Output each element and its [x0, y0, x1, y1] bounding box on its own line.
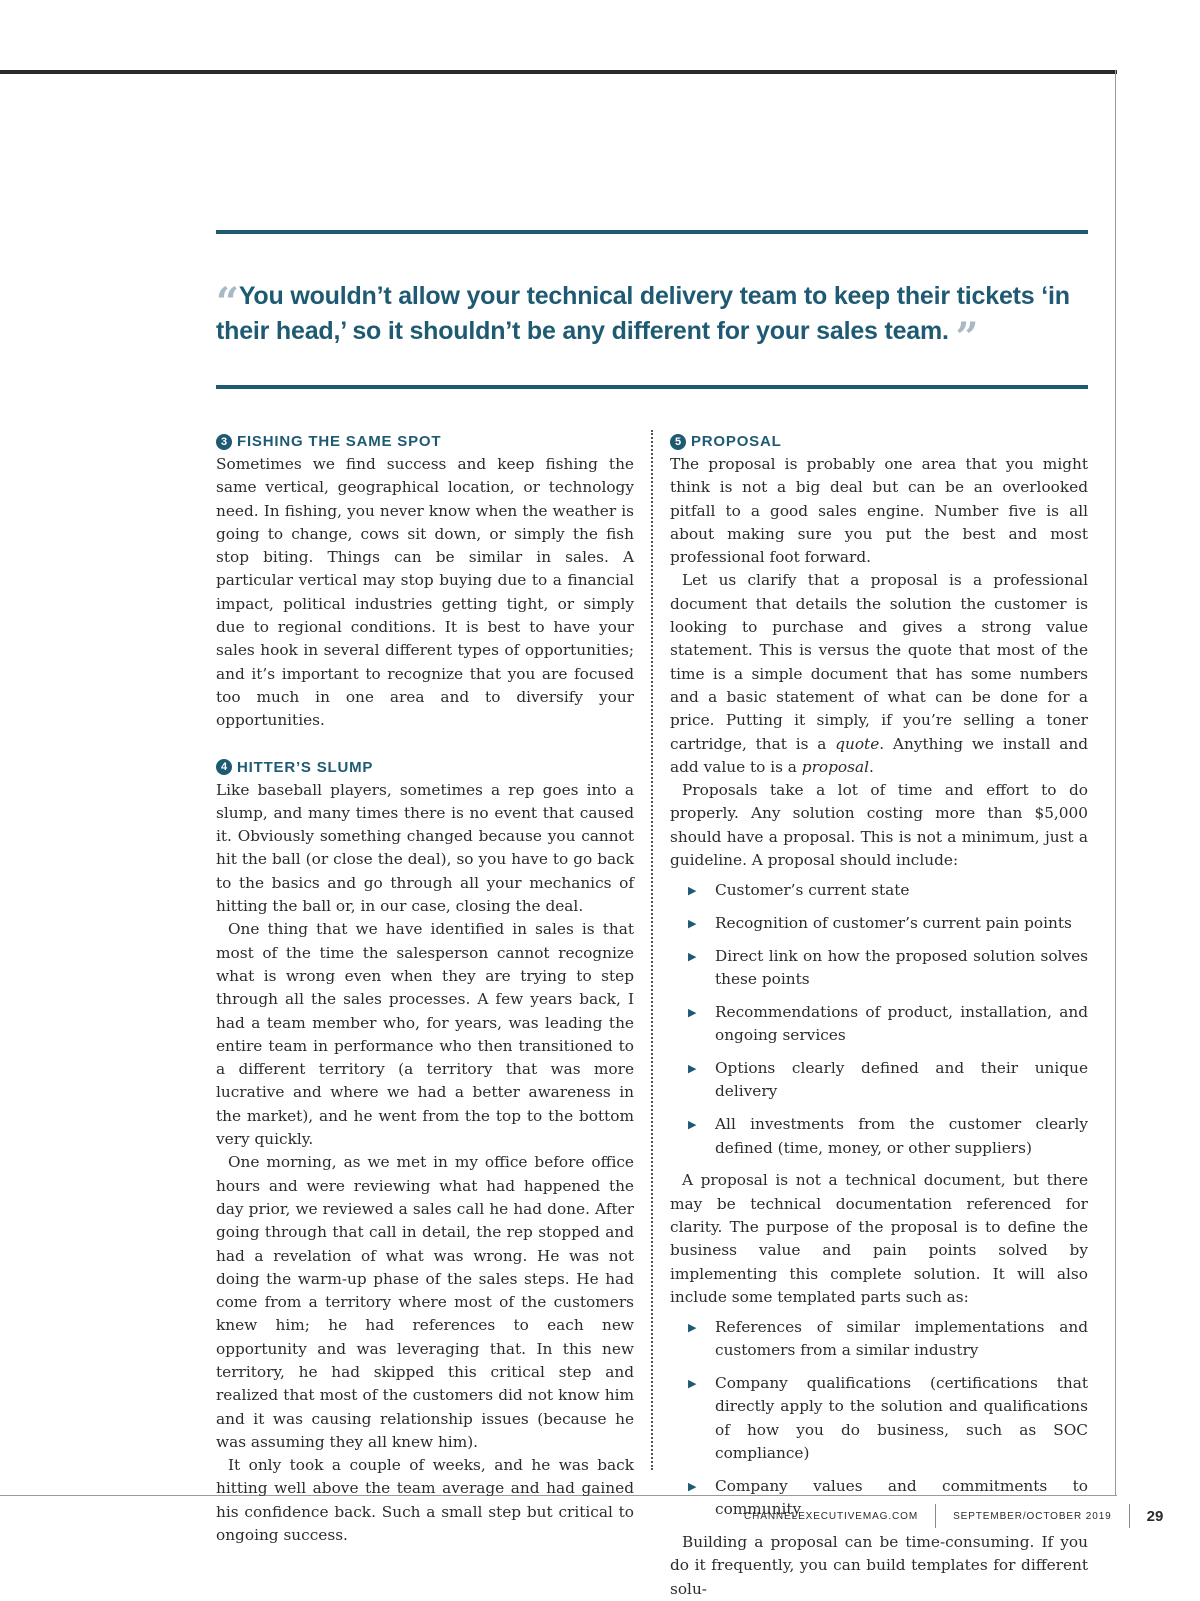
- list-item: ▶ Customer’s current state: [670, 879, 1088, 902]
- list-item: ▶ Company values and commitments to community: [688, 1476, 1088, 1519]
- footer-divider: [935, 1504, 936, 1528]
- pullquote-top-rule: [216, 230, 1088, 234]
- list-item: ▶ Recognition of customer’s current pain points: [670, 912, 1088, 935]
- section-heading-proposal: [670, 430, 1088, 453]
- open-quote-icon: “: [216, 279, 239, 326]
- paragraph: One morning, as we met in my office before office hours and were reviewing what had happened the day prior, we reviewed a sales call he had done. After going through that call in detail, the rep stopped and had a revelation of what was wrong. He was not doing the warm-up phase of the sales steps. He had come from a territory where most of the customers knew him; he had references to each new opportunity and was leveraging that. In this new territory, he had skipped this critical step and realized that most of the customers did not know him and it was causing relationship issues (because he was assuming they all knew him).: [216, 1153, 634, 1451]
- left-column: [216, 430, 634, 1547]
- triangle-bullet-icon: ▶: [688, 1321, 697, 1335]
- triangle-bullet-icon: ▶: [688, 1006, 697, 1020]
- footer-website: CHANNELEXECUTIVEMAG.COM: [744, 1510, 919, 1522]
- top-rule: [0, 70, 1117, 74]
- page-number: 29: [1146, 1507, 1164, 1525]
- footer-divider: [1129, 1504, 1130, 1528]
- right-margin-rule: [1115, 70, 1116, 1496]
- paragraph: Sometimes we find success and keep fishing the same vertical, geographical location, or technology need. In fishing, you never know when the weather is going to change, cows sit down, or simply the fish stop biting. Things can be similar in sales. A particular vertical may stop buying due to a financial impact, political industries getting tight, or simply due to regional conditions. It is best to have your sales hook in several different types of opportunities; and it’s important to recognize that you are focused too much in one area and to diversify your opportunities.: [216, 455, 634, 730]
- paragraph: Proposals take a lot of time and effort to do properly. Any solution costing more than $5,000 should have a proposal. This is not a minimum, just a guideline. A proposal should include:: [670, 781, 1088, 870]
- list-item: ▶ All investments from the customer clearly defined (time, money, or other suppliers): [688, 1115, 1088, 1157]
- section-heading-fishing: [216, 430, 634, 453]
- triangle-bullet-icon: ▶: [688, 949, 697, 963]
- emphasis-quote: quote: [835, 734, 880, 753]
- triangle-bullet-icon: ▶: [688, 1377, 697, 1391]
- pullquote-text: You wouldn’t allow your technical delivery team to keep their tickets ‘in their head,’ so it shouldn’t be any different for your sales team.: [216, 282, 1070, 345]
- paragraph: Building a proposal can be time-consuming. If you do it frequently, you can build templates for different solu-: [670, 1532, 1088, 1598]
- triangle-bullet-icon: ▶: [688, 917, 697, 931]
- list-item: ▶ References of similar implementations and customers from a similar industry: [688, 1318, 1088, 1360]
- section-heading-text: PROPOSAL: [691, 433, 782, 450]
- section-heading-text: HITTER’S SLUMP: [237, 758, 374, 776]
- section-number-badge: 4: [216, 759, 232, 775]
- footer-issue-date: SEPTEMBER/OCTOBER 2019: [953, 1510, 1112, 1522]
- list-item: ▶ Direct link on how the proposed solution solves these points: [688, 946, 1088, 989]
- triangle-bullet-icon: ▶: [688, 1479, 697, 1493]
- page-footer: [744, 1506, 1163, 1526]
- column-divider: [651, 430, 653, 1470]
- bullet-list-proposal-includes: [670, 879, 1088, 1159]
- list-item: ▶ Options clearly defined and their unique delivery: [688, 1059, 1088, 1101]
- paragraph: One thing that we have identified in sales is that most of the time the salesperson cannot recognize what is wrong even when they are trying to step through all the sales processes. A few years back, I had a team member who, for years, was leading the entire team in performance who then transitioned to a different territory (a territory that was more lucrative and where we had a better awareness in the market), and he went from the top to the bottom very quickly.: [216, 920, 634, 1149]
- list-item: ▶ Company qualifications (certifications that directly apply to the solution and qualifications of how you do business, such as SOC compliance): [688, 1374, 1088, 1463]
- triangle-bullet-icon: ▶: [688, 884, 697, 898]
- triangle-bullet-icon: ▶: [688, 1062, 697, 1076]
- right-column: [670, 430, 1088, 1601]
- paragraph: The proposal is probably one area that you might think is not a big deal but can be an overlooked pitfall to a good sales engine. Number five is all about making sure you put the best and most professional foot forward.: [670, 455, 1088, 567]
- section-heading-slump: [216, 756, 634, 779]
- paragraph: Let us clarify that a proposal is a professional document that details the solution the customer is looking to purchase and gives a strong value statement. This is versus the quote that most of the time is a simple document that has some numbers and a basic statement of what can be done for a price. Putting it simply, if you’re selling a toner cartridge, that is a quote. Anything we install and add value to is a proposal.: [670, 571, 1088, 776]
- section-number-badge: 3: [216, 434, 232, 450]
- close-quote-icon: ”: [955, 314, 979, 361]
- bullet-list-templated-parts: [670, 1316, 1088, 1521]
- paragraph: It only took a couple of weeks, and he was back hitting well above the team average and had gained his confidence back. Such a small step but critical to ongoing success.: [216, 1456, 634, 1545]
- section-number-badge: 5: [670, 434, 686, 450]
- paragraph: Like baseball players, sometimes a rep goes into a slump, and many times there is no event that caused it. Obviously something changed because you cannot hit the ball (or close the deal), so you have to go back to the basics and go through all your mechanics of hitting the ball or, in our case, closing the deal.: [216, 780, 634, 916]
- emphasis-proposal: proposal: [801, 757, 869, 776]
- paragraph: A proposal is not a technical document, but there may be technical documentation referenced for clarity. The purpose of the proposal is to define the business value and pain points solved by implementing this complete solution. It will also include some templated parts such as:: [670, 1171, 1088, 1306]
- pullquote-bottom-rule: [216, 385, 1088, 389]
- triangle-bullet-icon: ▶: [688, 1118, 697, 1132]
- section-heading-text: FISHING THE SAME SPOT: [237, 433, 442, 450]
- list-item: ▶ Recommendations of product, installation, and ongoing services: [688, 1003, 1088, 1045]
- pullquote: [216, 279, 1096, 361]
